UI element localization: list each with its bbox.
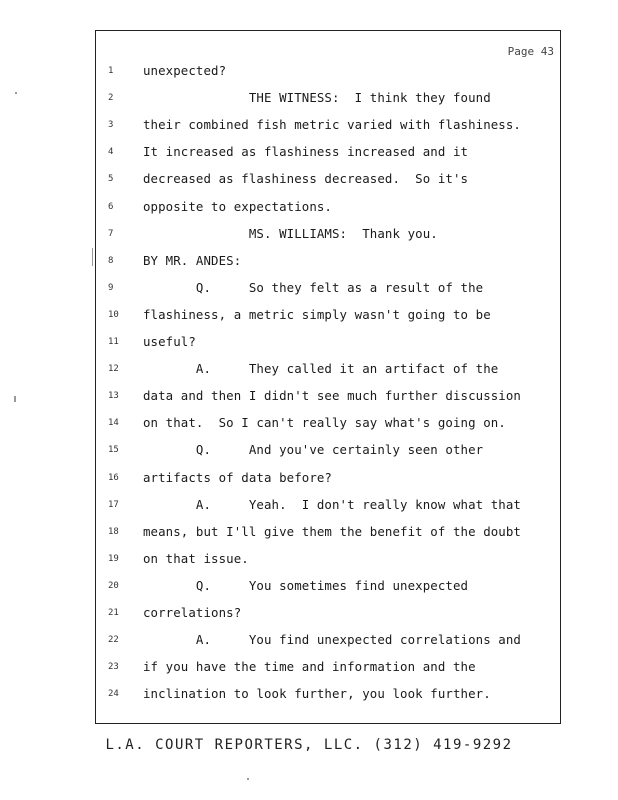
transcript-line (96, 659, 560, 686)
scan-speck (92, 248, 93, 266)
line-text: THE WITNESS: I think they found (143, 90, 491, 106)
transcript-line (96, 307, 560, 334)
line-number: 7 (108, 228, 114, 239)
line-number: 19 (108, 553, 119, 564)
line-text: A. Yeah. I don't really know what that (143, 496, 521, 512)
line-text: opposite to expectations. (143, 198, 332, 214)
scan-speck (14, 396, 16, 402)
line-number: 4 (108, 147, 114, 158)
transcript-line (96, 90, 560, 117)
line-text: Q. And you've certainly seen other (143, 442, 484, 458)
line-text: data and then I didn't see much further discussion (143, 388, 521, 404)
line-text: unexpected? (143, 63, 227, 78)
line-number: 9 (108, 282, 114, 293)
line-text: inclination to look further, you look further. (143, 686, 491, 702)
line-number: 13 (108, 391, 119, 402)
transcript-line (96, 253, 560, 280)
transcript-page-frame (95, 30, 561, 724)
transcript-line (96, 361, 560, 388)
transcript-line (96, 632, 560, 659)
transcript-line (96, 199, 560, 226)
line-text: artifacts of data before? (143, 469, 332, 485)
transcript-line (96, 578, 560, 605)
line-number: 3 (108, 120, 114, 131)
line-number: 8 (108, 255, 114, 266)
line-number: 24 (108, 689, 119, 700)
line-number: 12 (108, 364, 119, 375)
line-text: correlations? (143, 605, 242, 620)
line-number: 21 (108, 608, 119, 618)
line-number: 16 (108, 472, 119, 483)
transcript-line (96, 686, 560, 713)
transcript-line (96, 280, 560, 307)
transcript-line (96, 334, 560, 361)
line-text: if you have the time and information and the (143, 659, 476, 675)
line-number: 23 (108, 662, 119, 673)
line-number: 17 (108, 499, 119, 510)
transcript-line (96, 171, 560, 198)
transcript-line (96, 497, 560, 524)
line-number: 5 (108, 174, 114, 185)
line-text: on that. So I can't really say what's going on. (143, 415, 506, 431)
line-number: 14 (108, 418, 119, 429)
line-number: 15 (108, 445, 119, 456)
line-number: 22 (108, 635, 119, 646)
line-text: A. You find unexpected correlations and (143, 632, 521, 648)
line-number: 20 (108, 580, 119, 591)
scan-speck (247, 778, 249, 780)
line-text: useful? (143, 334, 196, 349)
line-text: A. They called it an artifact of the (143, 361, 499, 377)
line-number: 11 (108, 337, 119, 347)
line-number: 18 (108, 526, 119, 537)
transcript-line (96, 63, 560, 90)
page-number: Page 43 (507, 45, 554, 58)
scan-speck (15, 92, 17, 94)
transcript-line (96, 226, 560, 253)
transcript-line (96, 524, 560, 551)
transcript-line (96, 551, 560, 578)
court-reporter-footer: L.A. COURT REPORTERS, LLC. (312) 419-9292 (105, 737, 513, 753)
line-text: flashiness, a metric simply wasn't going to be (143, 306, 491, 322)
line-text: means, but I'll give them the benefit of the doubt (143, 523, 521, 539)
transcript-line (96, 415, 560, 442)
line-text: BY MR. ANDES: (143, 252, 242, 268)
line-text: on that issue. (143, 550, 249, 566)
line-text: decreased as flashiness decreased. So it's (143, 171, 469, 187)
transcript-line (96, 605, 560, 632)
line-number: 10 (108, 309, 119, 320)
transcript-line (96, 470, 560, 497)
line-number: 2 (108, 93, 114, 104)
transcript-line (96, 144, 560, 171)
line-text: their combined fish metric varied with flashiness. (143, 117, 521, 133)
line-text: MS. WILLIAMS: Thank you. (143, 225, 438, 241)
line-number: 6 (108, 201, 114, 212)
transcript-line (96, 388, 560, 415)
line-text: It increased as flashiness increased and it (143, 144, 469, 160)
line-text: Q. So they felt as a result of the (143, 279, 484, 295)
line-number: 1 (108, 66, 114, 76)
transcript-line (96, 442, 560, 469)
transcript-line (96, 117, 560, 144)
line-text: Q. You sometimes find unexpected (143, 577, 469, 593)
